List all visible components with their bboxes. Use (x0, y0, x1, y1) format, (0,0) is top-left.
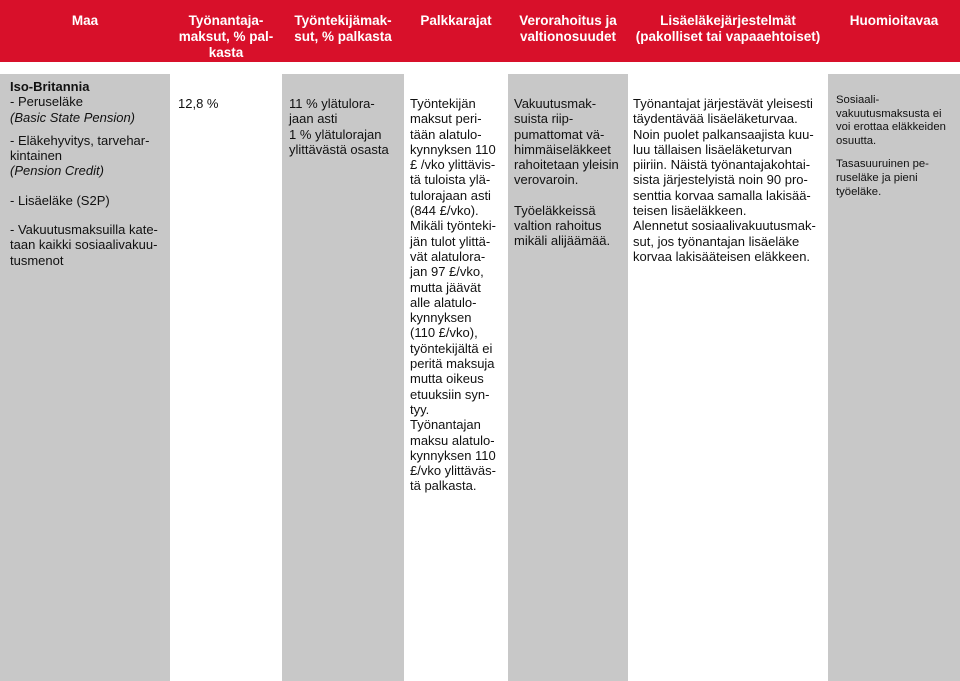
maa-line-basic-state-pension: (Basic State Pension) (10, 109, 136, 125)
maa-line-pension-credit: - Eläkehyvitys, tarvehar- kintainen (10, 132, 150, 164)
cell-notes (828, 74, 960, 681)
maa-line-contributions: - Vakuutusmaksuilla kate- taan kaikki sosiaalivakuu- tusmenot (10, 222, 158, 268)
cell-maa (0, 74, 170, 681)
supplementary-pensions-text: Työnantajat järjestävät yleisesti täydentävää lisäeläketurvaa. Noin puolet palkansaajista kuu- luu tällaisen lisäeläketurvan piiriin. Näistä työnantajakohtai- sista järjestelyistä noin 90 pro- senttia korvaa samalla lakisää- teisen lisäeläkkeen. Alennetut sosiaalivakuutusmak- sut, jos työnantajan lisäeläke korvaa lakisääteisen eläkkeen. (633, 96, 816, 264)
cell-supplementary-pensions (628, 74, 828, 681)
table-header-row (0, 0, 960, 62)
maa-line-pension-credit-en: (Pension Credit) (10, 163, 104, 179)
header-employer-contributions: Työnantaja- maksut, % pal- kasta (178, 13, 274, 60)
notes-para-1: Sosiaali- vakuutusmaksusta ei voi erottaa eläkkeiden osuutta. (836, 94, 946, 147)
cell-employee-contributions (282, 74, 404, 681)
header-tax-funding: Verorahoitus ja valtionosuudet (519, 13, 617, 44)
employer-rate: 12,8 % (178, 96, 219, 111)
cell-tax-funding (508, 74, 628, 681)
salary-limits-text: Työntekijän maksut peri- tään alatulo- kynnyksen 110 £ /vko ylittävis- tä tuloista ylä- tulorajaan asti (844 £/vko). Mikäli työnteki- jän tulot ylittä- vät alatulora- jan 97 £/vko, mutta jäävät alle alatulo- kynnyksen (110 £/vko), työntekijältä ei peritä maksuja mutta oikeus etuuksiin syn- tyy. Työnantajan maksu alatulo- kynnyksen 110 £/vko ylittäväs- tä palkasta. (410, 96, 496, 494)
cell-employer-contributions (170, 74, 282, 681)
cell-salary-limits (404, 74, 508, 681)
maa-line-s2p: - Lisäeläke (S2P) (10, 192, 110, 208)
header-supplementary-pensions: Lisäeläkejärjestelmät (pakolliset tai vapaaehtoiset) (635, 13, 821, 44)
notes-para-2: Tasasuuruinen pe- ruseläke ja pieni työeläke. (836, 158, 929, 198)
maa-line-basic-pension: - Peruseläke (10, 94, 83, 110)
header-notes: Huomioitavaa (849, 13, 939, 28)
header-salary-limits: Palkkarajat (420, 13, 492, 28)
header-employee-contributions: Työntekijämak- sut, % palkasta (294, 13, 392, 44)
tax-funding-para-2: Työeläkkeissä valtion rahoitus mikäli alijäämää. (514, 202, 611, 249)
country-name: Iso-Britannia (10, 79, 90, 94)
employee-rate: 11 % ylätulora- jaan asti 1 % ylätulorajan ylittävästä osasta (289, 96, 389, 157)
header-maa: Maa (71, 13, 99, 28)
tax-funding-para-1: Vakuutusmak- suista riip- pumattomat vä- himmäiseläkkeet rahoitetaan yleisin verovaroin. (514, 96, 619, 188)
